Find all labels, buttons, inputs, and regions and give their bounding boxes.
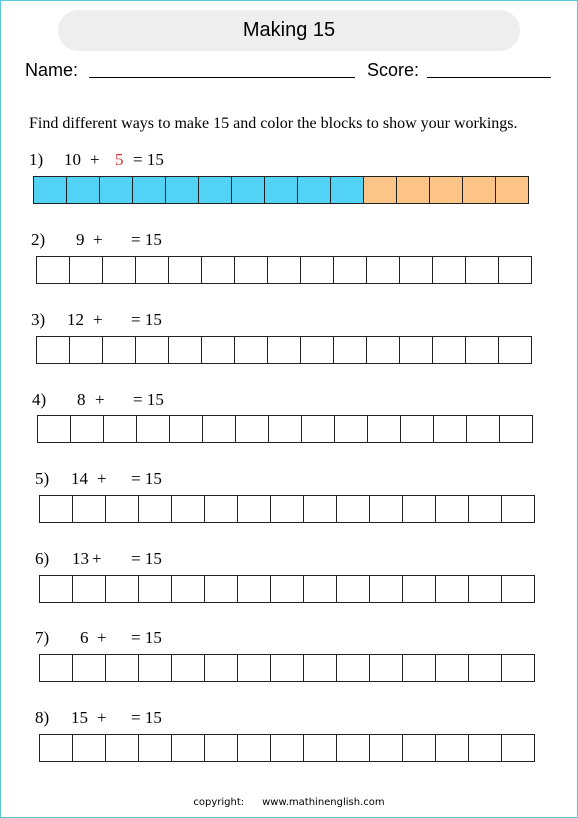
block[interactable] bbox=[204, 654, 238, 682]
copyright-label: copyright: bbox=[193, 797, 245, 808]
block[interactable] bbox=[435, 575, 469, 603]
block[interactable] bbox=[301, 415, 335, 443]
block[interactable] bbox=[363, 176, 397, 204]
block[interactable] bbox=[39, 575, 73, 603]
block[interactable] bbox=[399, 256, 433, 284]
block-row-7 bbox=[39, 654, 534, 682]
block[interactable] bbox=[468, 575, 502, 603]
block[interactable] bbox=[105, 575, 139, 603]
block-row-1 bbox=[33, 176, 528, 204]
block[interactable] bbox=[400, 415, 434, 443]
block[interactable] bbox=[432, 256, 466, 284]
block[interactable] bbox=[501, 495, 535, 523]
problem-num: 4) bbox=[32, 390, 47, 409]
block[interactable] bbox=[402, 734, 436, 762]
name-label: Name: bbox=[25, 60, 79, 80]
problem-num: 3) bbox=[31, 310, 46, 329]
block[interactable] bbox=[369, 575, 403, 603]
problem-5 bbox=[0, 469, 578, 489]
block[interactable] bbox=[303, 654, 337, 682]
block[interactable] bbox=[201, 256, 235, 284]
block[interactable] bbox=[402, 495, 436, 523]
block[interactable] bbox=[333, 256, 367, 284]
block[interactable] bbox=[72, 734, 106, 762]
block[interactable] bbox=[267, 336, 301, 364]
block[interactable] bbox=[369, 495, 403, 523]
block[interactable] bbox=[303, 575, 337, 603]
block[interactable] bbox=[501, 654, 535, 682]
block[interactable] bbox=[36, 256, 70, 284]
problem-addend: 15 bbox=[71, 708, 88, 727]
block-row-4 bbox=[37, 415, 532, 443]
problem-addend: 14 bbox=[71, 469, 88, 488]
block[interactable] bbox=[435, 734, 469, 762]
site-link[interactable]: www.mathinenglish.com bbox=[262, 797, 385, 808]
block[interactable] bbox=[270, 654, 304, 682]
block[interactable] bbox=[501, 734, 535, 762]
block[interactable] bbox=[495, 176, 529, 204]
block[interactable] bbox=[462, 176, 496, 204]
block[interactable] bbox=[465, 256, 499, 284]
page-title bbox=[58, 10, 520, 51]
block[interactable] bbox=[336, 654, 370, 682]
problem-addend: 8 bbox=[77, 390, 86, 409]
block[interactable] bbox=[237, 734, 271, 762]
instructions: Find different ways to make 15 and color the blocks to show your workings. bbox=[29, 115, 518, 132]
block[interactable] bbox=[171, 575, 205, 603]
block[interactable] bbox=[168, 336, 202, 364]
block[interactable] bbox=[336, 734, 370, 762]
block[interactable] bbox=[369, 654, 403, 682]
problem-1 bbox=[0, 150, 578, 170]
block[interactable] bbox=[369, 734, 403, 762]
problem-addend: 10 bbox=[64, 150, 81, 169]
block[interactable] bbox=[70, 415, 104, 443]
problem-plus: + bbox=[93, 230, 103, 249]
problem-plus: + bbox=[97, 708, 107, 727]
problem-8 bbox=[0, 708, 578, 728]
block[interactable] bbox=[234, 336, 268, 364]
block[interactable] bbox=[268, 415, 302, 443]
block[interactable] bbox=[202, 415, 236, 443]
problem-addend: 9 bbox=[76, 230, 85, 249]
block[interactable] bbox=[432, 336, 466, 364]
block[interactable] bbox=[303, 495, 337, 523]
problem-equals: = 15 bbox=[131, 310, 162, 329]
block[interactable] bbox=[267, 256, 301, 284]
problem-addend: 13 bbox=[72, 549, 89, 568]
block[interactable] bbox=[498, 336, 532, 364]
block[interactable] bbox=[171, 734, 205, 762]
problem-equals: = 15 bbox=[131, 469, 162, 488]
block[interactable] bbox=[171, 495, 205, 523]
block[interactable] bbox=[429, 176, 463, 204]
block-row-3 bbox=[36, 336, 531, 364]
block[interactable] bbox=[138, 495, 172, 523]
block[interactable] bbox=[237, 654, 271, 682]
block[interactable] bbox=[72, 654, 106, 682]
block[interactable] bbox=[138, 734, 172, 762]
block-row-6 bbox=[39, 575, 534, 603]
problem-equals: = 15 bbox=[131, 549, 162, 568]
block[interactable] bbox=[465, 336, 499, 364]
block[interactable] bbox=[231, 176, 265, 204]
block[interactable] bbox=[135, 336, 169, 364]
block[interactable] bbox=[138, 654, 172, 682]
problem-addend: 6 bbox=[80, 628, 89, 647]
problem-plus: + bbox=[97, 628, 107, 647]
block[interactable] bbox=[367, 415, 401, 443]
block[interactable] bbox=[171, 654, 205, 682]
problem-equals: = 15 bbox=[133, 150, 164, 169]
block[interactable] bbox=[102, 336, 136, 364]
block[interactable] bbox=[37, 415, 71, 443]
block[interactable] bbox=[399, 336, 433, 364]
block[interactable] bbox=[300, 256, 334, 284]
problem-num: 8) bbox=[35, 708, 50, 727]
block[interactable] bbox=[366, 336, 400, 364]
block[interactable] bbox=[234, 256, 268, 284]
block[interactable] bbox=[201, 336, 235, 364]
problem-plus: + bbox=[95, 390, 105, 409]
problem-4 bbox=[0, 390, 578, 410]
problem-plus: + bbox=[92, 549, 102, 568]
block[interactable] bbox=[136, 415, 170, 443]
block[interactable] bbox=[330, 176, 364, 204]
block[interactable] bbox=[204, 575, 238, 603]
block[interactable] bbox=[499, 415, 533, 443]
problem-3 bbox=[0, 310, 578, 330]
block[interactable] bbox=[138, 575, 172, 603]
block[interactable] bbox=[468, 495, 502, 523]
block[interactable] bbox=[69, 336, 103, 364]
block[interactable] bbox=[297, 176, 331, 204]
problem-2 bbox=[0, 230, 578, 250]
block[interactable] bbox=[366, 256, 400, 284]
block[interactable] bbox=[39, 734, 73, 762]
block-row-8 bbox=[39, 734, 534, 762]
problem-addend: 12 bbox=[67, 310, 84, 329]
block[interactable] bbox=[39, 495, 73, 523]
block[interactable] bbox=[99, 176, 133, 204]
block[interactable] bbox=[102, 256, 136, 284]
page-title-text: Making 15 bbox=[242, 19, 336, 41]
problem-plus: + bbox=[97, 469, 107, 488]
block[interactable] bbox=[105, 734, 139, 762]
block[interactable] bbox=[435, 495, 469, 523]
block[interactable] bbox=[105, 654, 139, 682]
block[interactable] bbox=[72, 495, 106, 523]
score-field[interactable] bbox=[427, 77, 551, 78]
block[interactable] bbox=[336, 575, 370, 603]
block[interactable] bbox=[132, 176, 166, 204]
block[interactable] bbox=[36, 336, 70, 364]
block[interactable] bbox=[333, 336, 367, 364]
block[interactable] bbox=[165, 176, 199, 204]
problem-plus: + bbox=[90, 150, 100, 169]
block[interactable] bbox=[498, 256, 532, 284]
block[interactable] bbox=[237, 495, 271, 523]
block[interactable] bbox=[135, 256, 169, 284]
block[interactable] bbox=[39, 654, 73, 682]
block[interactable] bbox=[466, 415, 500, 443]
name-score-row bbox=[25, 60, 555, 84]
block[interactable] bbox=[396, 176, 430, 204]
problem-6 bbox=[0, 549, 578, 569]
block[interactable] bbox=[235, 415, 269, 443]
block[interactable] bbox=[33, 176, 67, 204]
block[interactable] bbox=[334, 415, 368, 443]
score-label: Score: bbox=[367, 60, 420, 80]
block[interactable] bbox=[468, 654, 502, 682]
problem-plus: + bbox=[93, 310, 103, 329]
block[interactable] bbox=[270, 575, 304, 603]
block[interactable] bbox=[204, 495, 238, 523]
block[interactable] bbox=[402, 654, 436, 682]
block[interactable] bbox=[237, 575, 271, 603]
block[interactable] bbox=[501, 575, 535, 603]
block[interactable] bbox=[198, 176, 232, 204]
block-row-5 bbox=[39, 495, 534, 523]
block[interactable] bbox=[169, 415, 203, 443]
name-field[interactable] bbox=[89, 77, 355, 78]
block[interactable] bbox=[270, 495, 304, 523]
block[interactable] bbox=[264, 176, 298, 204]
block[interactable] bbox=[336, 495, 370, 523]
problem-equals: = 15 bbox=[133, 390, 164, 409]
problem-num: 6) bbox=[35, 549, 50, 568]
block[interactable] bbox=[402, 575, 436, 603]
block[interactable] bbox=[69, 256, 103, 284]
problem-num: 1) bbox=[29, 150, 44, 169]
block[interactable] bbox=[435, 654, 469, 682]
block[interactable] bbox=[468, 734, 502, 762]
block-row-2 bbox=[36, 256, 531, 284]
block[interactable] bbox=[103, 415, 137, 443]
problem-equals: = 15 bbox=[131, 230, 162, 249]
block[interactable] bbox=[270, 734, 304, 762]
block[interactable] bbox=[168, 256, 202, 284]
problem-equals: = 15 bbox=[131, 708, 162, 727]
block[interactable] bbox=[72, 575, 106, 603]
block[interactable] bbox=[303, 734, 337, 762]
block[interactable] bbox=[66, 176, 100, 204]
footer bbox=[0, 797, 578, 808]
problem-answer[interactable]: 5 bbox=[115, 150, 124, 169]
block[interactable] bbox=[300, 336, 334, 364]
problem-num: 7) bbox=[35, 628, 50, 647]
problem-equals: = 15 bbox=[131, 628, 162, 647]
problem-7 bbox=[0, 628, 578, 648]
block[interactable] bbox=[433, 415, 467, 443]
block[interactable] bbox=[105, 495, 139, 523]
problem-num: 2) bbox=[31, 230, 46, 249]
block[interactable] bbox=[204, 734, 238, 762]
problem-num: 5) bbox=[35, 469, 50, 488]
